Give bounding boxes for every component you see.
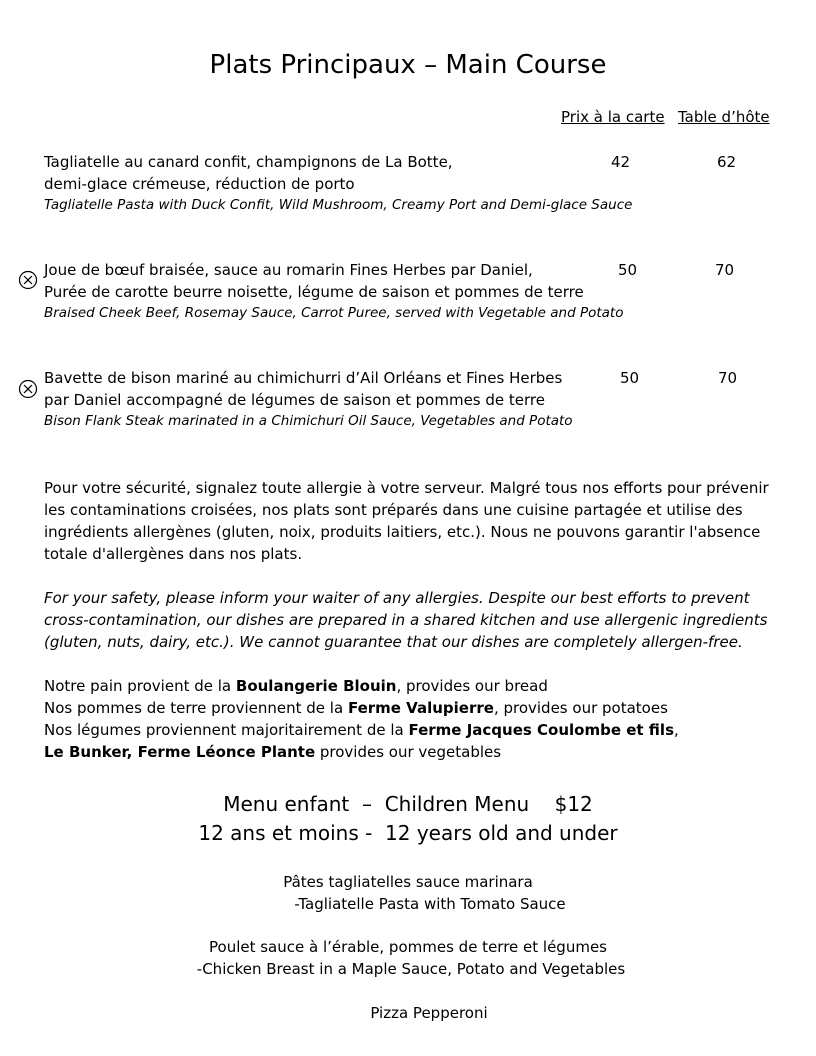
supplier-bread-name: Boulangerie Blouin xyxy=(235,677,397,695)
dish-2-fr-line2: Purée de carotte beurre noisette, légume de saison et pommes de terre xyxy=(44,283,584,301)
supplier-potato: Nos pommes de terre proviennent de la Ferme Valupierre, provides our potatoes xyxy=(44,699,668,717)
kids-item-2-fr: Poulet sauce à l’érable, pommes de terre et légumes xyxy=(209,938,607,956)
supplier-veg-name-1: Ferme Jacques Coulombe et fils xyxy=(408,721,674,739)
column-header-a-la-carte: Prix à la carte xyxy=(561,108,665,126)
dish-3-price-carte: 50 xyxy=(620,369,640,387)
allergy-notice-en: For your safety, please inform your waiter of any allergies. Despite our best efforts to prevent cross-contamination, our dishes are prepared in a shared kitchen and use allergenic ingredients (gluten, nuts, dairy, etc.). We cannot guarantee that our dishes are completely allergen-free. xyxy=(44,589,768,651)
dish-2-price-carte: 50 xyxy=(618,261,638,279)
supplier-veg-name-2: Le Bunker, Ferme Léonce Plante xyxy=(44,743,316,761)
dish-1-price-table: 62 xyxy=(717,153,737,171)
dish-2-fr-line1: Joue de bœuf braisée, sauce au romarin Fines Herbes par Daniel, xyxy=(44,261,533,279)
allergy-notice-fr: Pour votre sécurité, signalez toute allergie à votre serveur. Malgré tous nos efforts pour prévenir les contaminations croisées, nos plats sont préparés dans une cuisine partagée et utilise des ingrédients allergènes (gluten, noix, produits laitiers, etc.). Nous ne pouvons garantir l'absence totale d'allergènes dans nos plats. xyxy=(44,479,769,563)
dish-3-fr-line2: par Daniel accompagné de légumes de saison et pommes de terre xyxy=(44,391,545,409)
dish-1-fr-line1: Tagliatelle au canard confit, champignons de La Botte, xyxy=(44,153,453,171)
column-header-table-dhote: Table d’hôte xyxy=(678,108,770,126)
kids-item-3-fr: Pizza Pepperoni xyxy=(370,1004,488,1022)
dish-3-fr-line1: Bavette de bison mariné au chimichurri d’Ail Orléans et Fines Herbes xyxy=(44,369,563,387)
supplier-potato-name: Ferme Valupierre xyxy=(347,699,494,717)
page-title: Plats Principaux – Main Course xyxy=(209,50,607,80)
supplier-vegetables: Nos légumes proviennent majoritairement de la Ferme Jacques Coulombe et fils, xyxy=(44,721,679,739)
gluten-free-icon xyxy=(18,270,38,290)
kids-menu-subtitle: 12 ans et moins - 12 years old and under xyxy=(198,821,618,845)
dish-3-en: Bison Flank Steak marinated in a Chimichuri Oil Sauce, Vegetables and Potato xyxy=(44,413,573,429)
kids-item-2-en: -Chicken Breast in a Maple Sauce, Potato and Vegetables xyxy=(196,960,626,978)
kids-item-1-en: -Tagliatelle Pasta with Tomato Sauce xyxy=(294,895,566,913)
gluten-free-icon xyxy=(18,379,38,399)
dish-1-price-carte: 42 xyxy=(611,153,631,171)
supplier-vegetables-2: Le Bunker, Ferme Léonce Plante provides our vegetables xyxy=(44,743,502,761)
kids-menu-title: Menu enfant – Children Menu $12 xyxy=(223,792,593,816)
kids-item-1-fr: Pâtes tagliatelles sauce marinara xyxy=(283,873,533,891)
dish-1-fr-line2: demi-glace crémeuse, réduction de porto xyxy=(44,175,355,193)
suppliers xyxy=(44,675,772,763)
dish-3-price-table: 70 xyxy=(718,369,738,387)
dish-2-en: Braised Cheek Beef, Rosemay Sauce, Carrot Puree, served with Vegetable and Potato xyxy=(44,305,624,321)
supplier-bread: Notre pain provient de la Boulangerie Blouin, provides our bread xyxy=(44,677,548,695)
dish-2-price-table: 70 xyxy=(715,261,735,279)
dish-1-en: Tagliatelle Pasta with Duck Confit, Wild Mushroom, Creamy Port and Demi-glace Sauce xyxy=(44,197,633,213)
